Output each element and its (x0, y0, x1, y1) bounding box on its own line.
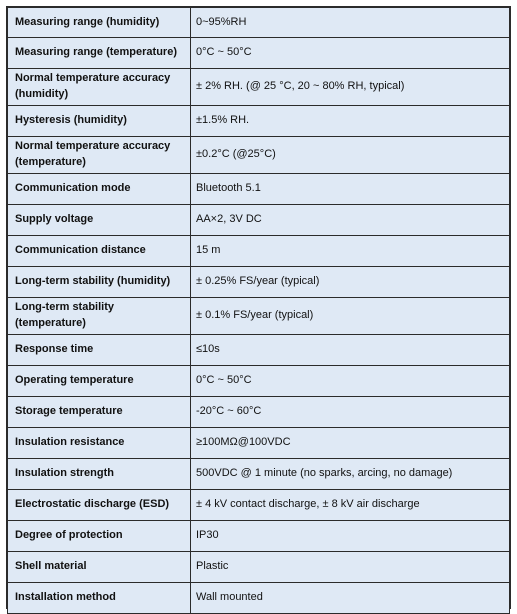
spec-table-container (6, 6, 511, 609)
table-row (8, 267, 510, 298)
row-label: Shell material (8, 552, 191, 583)
table-row (8, 521, 510, 552)
row-value: ±1.5% RH. (191, 106, 510, 137)
table-row (8, 205, 510, 236)
row-value: 0~95%RH (191, 8, 510, 38)
row-value: 15 m (191, 236, 510, 267)
row-value: Plastic (191, 552, 510, 583)
table-row (8, 106, 510, 137)
row-value: 0°C ~ 50°C (191, 366, 510, 397)
row-value: ± 0.25% FS/year (typical) (191, 267, 510, 298)
row-label: Measuring range (humidity) (8, 8, 191, 38)
row-label: Installation method (8, 583, 191, 614)
row-value: 0°C ~ 50°C (191, 38, 510, 69)
row-value: ± 2% RH. (@ 25 °C, 20 ~ 80% RH, typical) (191, 69, 510, 106)
row-value: ≥100MΩ@100VDC (191, 428, 510, 459)
row-value: ±0.2°C (@25°C) (191, 137, 510, 174)
row-label: Communication mode (8, 174, 191, 205)
row-label: Operating temperature (8, 366, 191, 397)
table-row (8, 174, 510, 205)
spec-table (7, 7, 510, 614)
row-label: Response time (8, 335, 191, 366)
row-label: Normal temperature accuracy (temperature) (8, 137, 191, 174)
row-value: ≤10s (191, 335, 510, 366)
row-label: Electrostatic discharge (ESD) (8, 490, 191, 521)
row-label: Insulation resistance (8, 428, 191, 459)
row-label: Measuring range (temperature) (8, 38, 191, 69)
table-row (8, 366, 510, 397)
table-row (8, 8, 510, 38)
table-row (8, 137, 510, 174)
row-value: ± 0.1% FS/year (typical) (191, 298, 510, 335)
table-row (8, 298, 510, 335)
row-label: Long-term stability (humidity) (8, 267, 191, 298)
row-value: IP30 (191, 521, 510, 552)
row-label: Normal temperature accuracy (humidity) (8, 69, 191, 106)
table-row (8, 397, 510, 428)
row-label: Degree of protection (8, 521, 191, 552)
table-row (8, 335, 510, 366)
row-value: ± 4 kV contact discharge, ± 8 kV air discharge (191, 490, 510, 521)
row-value: 500VDC @ 1 minute (no sparks, arcing, no damage) (191, 459, 510, 490)
row-value: Wall mounted (191, 583, 510, 614)
table-row (8, 428, 510, 459)
row-label: Storage temperature (8, 397, 191, 428)
row-label: Hysteresis (humidity) (8, 106, 191, 137)
table-row (8, 552, 510, 583)
row-label: Insulation strength (8, 459, 191, 490)
row-value: Bluetooth 5.1 (191, 174, 510, 205)
table-row (8, 583, 510, 614)
row-label: Long-term stability (temperature) (8, 298, 191, 335)
row-value: -20°C ~ 60°C (191, 397, 510, 428)
row-label: Communication distance (8, 236, 191, 267)
table-row (8, 69, 510, 106)
table-row (8, 38, 510, 69)
table-row (8, 490, 510, 521)
row-value: AA×2, 3V DC (191, 205, 510, 236)
table-row (8, 459, 510, 490)
table-row (8, 236, 510, 267)
row-label: Supply voltage (8, 205, 191, 236)
